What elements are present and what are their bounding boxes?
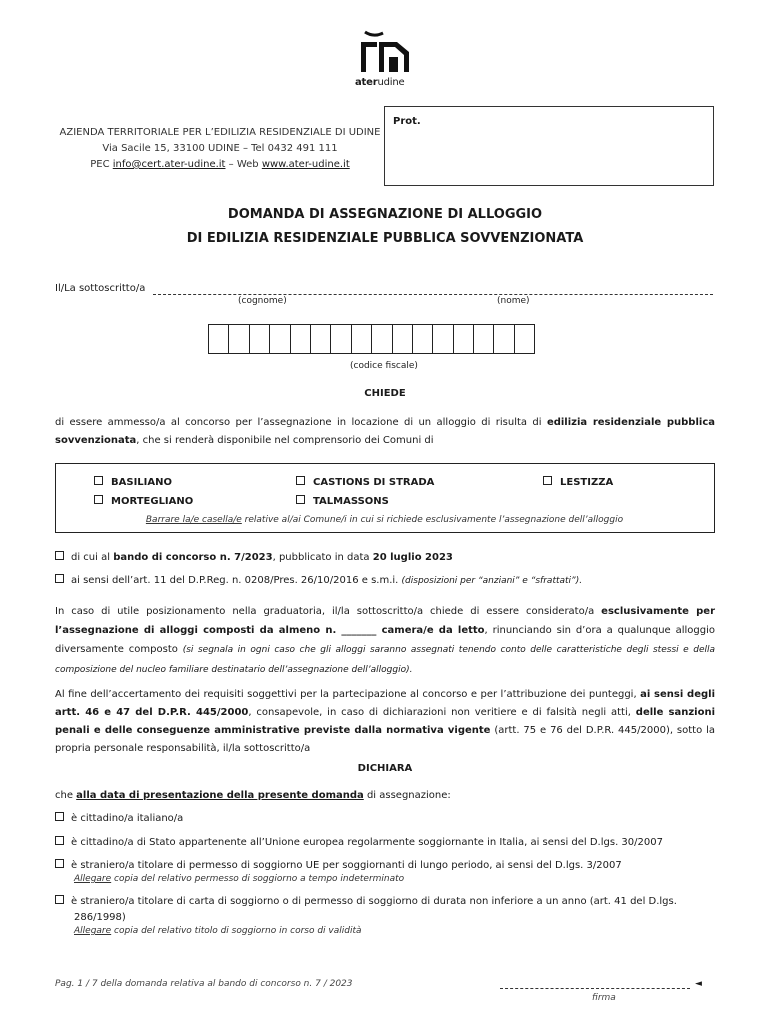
checkbox-icon[interactable] [55,895,64,904]
accertamento-paragraph: Al fine dell’accertamento dei requisiti soggettivi per la partecipazione al concorso e per l’attribuzione dei punteggi, ai sensi degli artt. 46 e 47 del D.P.R. 445/2000, consapevole, in caso di dichiarazioni non veritiere e di falsità negli atti, delle sanzioni penali e delle conseguenze amministrative previste dalla normativa vigente (artt. 75 e 76 del D.P.R. 445/2000), sotto la propria personale responsabilità, il/la sottoscritto/a [55,689,716,754]
comune-basiliano[interactable]: BASILIANO [94,476,172,488]
option-cittadino-italiano[interactable]: è cittadino/a italiano/a [55,811,715,827]
checkbox-icon[interactable] [55,574,64,583]
allegare-note-1: Allegare copia del relativo permesso di soggiorno a tempo indeterminato [74,874,405,884]
agency-header [40,125,400,173]
logo-text: aterudine [355,77,405,88]
nome-label: (nome) [497,296,530,306]
cognome-label: (cognome) [238,296,287,306]
applicant-label: Il/La sottoscritto/a [55,283,146,294]
document-title-line1: DOMANDA DI ASSEGNAZIONE DI ALLOGGIO [227,207,543,222]
signature-field[interactable] [500,988,690,989]
comune-lestizza[interactable]: LESTIZZA [543,476,613,488]
comuni-selection-box [55,463,715,533]
checkbox-icon[interactable] [296,476,305,485]
chiede-paragraph: di essere ammesso/a al concorso per l’assegnazione in locazione di un alloggio di risulta di edilizia residenziale pubblica sovvenzionata, che si renderà disponibile nel comprensorio dei Comuni di [55,417,715,446]
option-permesso-ue[interactable]: è straniero/a titolare di permesso di soggiorno UE per soggiornanti di lungo periodo, ai sensi del D.lgs. 3/2007 [55,858,715,874]
utile-paragraph: In caso di utile posizionamento nella graduatoria, il/la sottoscritto/a chiede di essere considerato/a esclusivamente per l’assegnazione di alloggi composti da almeno n. _______ camera/e da letto, rinunciando sin d’ora a qualunque alloggio diversamente composto (si segnala in ogni caso che gli alloggi saranno assegnati tenendo conto delle caratteristiche degli stessi e della composizione del nucleo familiare destinatario dell’assegnazione dell’alloggio). [55,606,716,675]
codice-fiscale-grid[interactable] [208,324,534,354]
agency-contacts: PEC info@cert.ater-udine.it – Web www.ater-udine.it [90,159,350,170]
comune-mortegliano[interactable]: MORTEGLIANO [94,495,193,507]
checkbox-icon[interactable] [55,859,64,868]
arrow-left-icon: ◄ [695,979,702,989]
option-carta-soggiorno[interactable]: è straniero/a titolare di carta di soggiorno o di permesso di soggiorno di durata non inferiore a un anno (art. 41 del D.lgs. 286/1998) [55,894,715,926]
checkbox-icon[interactable] [296,495,305,504]
chiede-heading: CHIEDE [364,388,406,399]
comune-castions-di-strada[interactable]: CASTIONS DI STRADA [296,476,434,488]
agency-name: AZIENDA TERRITORIALE PER L’EDILIZIA RESIDENZIALE DI UDINE [59,127,381,138]
checkbox-icon[interactable] [55,836,64,845]
web-link[interactable]: www.ater-udine.it [261,159,350,170]
protocol-box [384,106,714,186]
applicant-name-field[interactable] [153,294,713,295]
option-bando[interactable]: di cui al bando di concorso n. 7/2023, pubblicato in data 20 luglio 2023 [55,550,715,566]
document-title-line2: DI EDILIZIA RESIDENZIALE PUBBLICA SOVVENZIONATA [186,231,584,246]
page-footer: Pag. 1 / 7 della domanda relativa al bando di concorso n. 7 / 2023 [55,979,353,989]
agency-address: Via Sacile 15, 33100 UDINE – Tel 0432 491 111 [102,143,338,154]
comuni-note: Barrare la/e casella/e relative al/ai Comune/i in cui si richiede esclusivamente l’assegnazione dell’alloggio [145,515,624,525]
option-anziani-sfrattati[interactable]: ai sensi dell’art. 11 del D.P.Reg. n. 0208/Pres. 26/10/2016 e s.m.i. (disposizioni per “anziani” e “sfrattati”). [55,573,715,589]
checkbox-icon[interactable] [55,812,64,821]
comune-talmassons[interactable]: TALMASSONS [296,495,389,507]
dichiara-heading: DICHIARA [357,763,413,774]
allegare-note-2: Allegare copia del relativo titolo di soggiorno in corso di validità [74,926,362,936]
option-cittadino-ue[interactable]: è cittadino/a di Stato appartenente all’Unione europea regolarmente soggiornante in Italia, ai sensi del D.lgs. 30/2007 [55,835,715,851]
dichiara-intro: che alla data di presentazione della presente domanda di assegnazione: [55,790,451,801]
checkbox-icon[interactable] [94,476,103,485]
checkbox-icon[interactable] [94,495,103,504]
codice-fiscale-label: (codice fiscale) [350,361,418,371]
pec-link[interactable]: info@cert.ater-udine.it [112,159,226,170]
firma-label: firma [592,993,616,1003]
protocol-label: Prot. [393,116,421,127]
checkbox-icon[interactable] [55,551,64,560]
checkbox-icon[interactable] [543,476,552,485]
